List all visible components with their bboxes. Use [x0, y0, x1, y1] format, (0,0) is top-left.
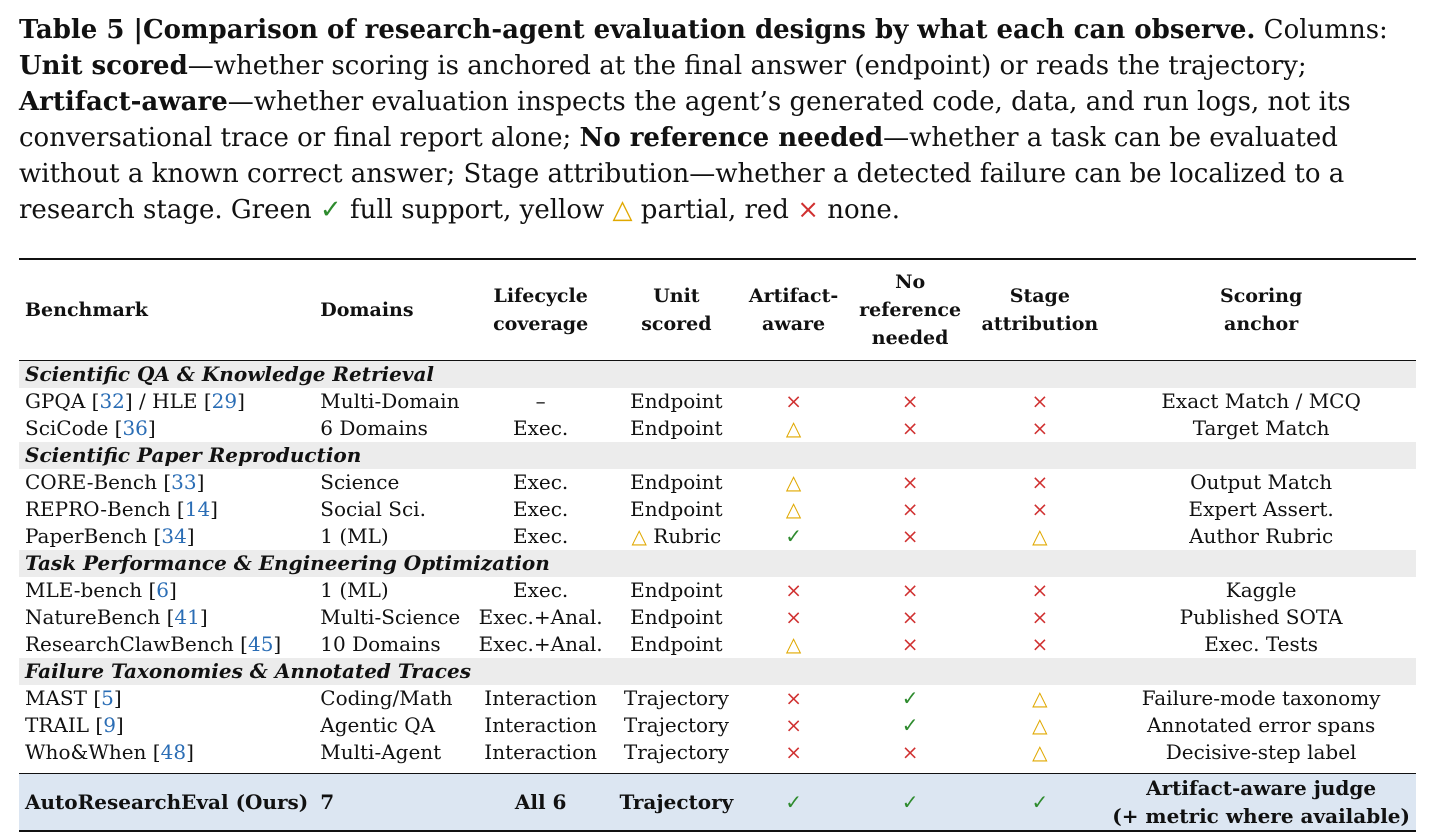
unit-scored-text: Rubric [646, 524, 722, 548]
check-icon: ✓ [319, 195, 342, 225]
unit-scored-cell: Endpoint [630, 578, 723, 602]
benchmark-name-part: ] [186, 740, 194, 764]
table-row [19, 577, 1416, 604]
artifact-cross-icon: × [785, 686, 802, 710]
citation-link[interactable]: 32 [99, 389, 125, 413]
citation-link[interactable]: 29 [211, 389, 238, 413]
benchmark-name: REPRO-Bench [ [25, 497, 185, 521]
spacer-row [19, 766, 1416, 774]
noref-check-icon: ✓ [901, 713, 919, 737]
header-lifecycle: Lifecycle coverage [493, 285, 589, 335]
domains-cell: 6 Domains [320, 416, 428, 440]
benchmark-cell [19, 523, 314, 550]
benchmark-name-part: ] [196, 470, 205, 494]
ours-domains: 7 [314, 774, 469, 832]
group-header-row [19, 442, 1416, 469]
header-unit-scored: Unit scored [641, 285, 712, 335]
scoring-anchor-cell: Output Match [1190, 470, 1333, 494]
unit-scored-cell: Endpoint [630, 416, 723, 440]
domains-cell: 10 Domains [320, 632, 441, 656]
ours-unit: Trajectory [612, 774, 740, 832]
benchmark-name-part: ] [113, 686, 122, 710]
table-row [19, 496, 1416, 523]
header-row [19, 259, 1416, 361]
caption-title: Comparison of research-agent evaluation designs by what each can observe. [142, 15, 1256, 45]
lifecycle-cell: Exec. [513, 524, 569, 548]
scoring-anchor-cell: Annotated error spans [1146, 713, 1376, 737]
header-no-reference: No reference needed [859, 271, 962, 349]
citation-link[interactable]: 48 [160, 740, 187, 764]
caption-def-unit: —whether scoring is anchored at the final answer (endpoint) or reads the trajectory; [187, 51, 1307, 81]
benchmark-name: NatureBench [ [25, 605, 175, 629]
benchmark-name-part: ] [186, 524, 195, 548]
stage-partial-triangle-icon: △ [1032, 524, 1048, 548]
caption-legend-partial: partial, red [632, 195, 798, 225]
table-row [19, 523, 1416, 550]
unit-scored-cell: Endpoint [630, 470, 723, 494]
noref-cross-icon: × [901, 524, 919, 548]
benchmark-cell [19, 739, 314, 766]
noref-cross-icon: × [901, 389, 919, 413]
table-row [19, 415, 1416, 442]
lifecycle-cell: Exec. [513, 578, 569, 602]
group-header-row [19, 361, 1416, 389]
ours-benchmark: AutoResearchEval (Ours) [19, 774, 314, 832]
header-scoring-anchor: Scoring anchor [1219, 285, 1303, 335]
domains-cell: Agentic QA [320, 713, 436, 737]
stage-partial-triangle-icon: △ [1032, 713, 1048, 737]
noref-cross-icon: × [901, 740, 919, 764]
artifact-partial-triangle-icon: △ [785, 632, 802, 656]
unit-scored-cell: Endpoint [630, 497, 723, 521]
table-row [19, 631, 1416, 658]
caption-label: Table 5 | [19, 15, 143, 45]
citation-link[interactable]: 34 [161, 524, 187, 548]
caption-legend-none: none. [819, 195, 901, 225]
table-body [19, 361, 1416, 832]
benchmark-cell [19, 388, 314, 415]
citation-link[interactable]: 9 [103, 713, 116, 737]
noref-cross-icon: × [901, 497, 919, 521]
benchmark-name: Who&When [ [25, 740, 161, 764]
stage-cross-icon: × [1031, 416, 1049, 440]
lifecycle-cell: Exec.+Anal. [478, 605, 603, 629]
partial-triangle-icon: △ [631, 524, 647, 548]
unit-scored-cell: Endpoint [630, 389, 723, 413]
benchmark-cell [19, 469, 314, 496]
lifecycle-cell: Exec. [513, 416, 569, 440]
lifecycle-cell: Exec. [513, 497, 569, 521]
benchmark-name-part: ] [168, 578, 177, 602]
scoring-anchor-cell: Published SOTA [1179, 605, 1343, 629]
lifecycle-cell: Exec.+Anal. [478, 632, 603, 656]
stage-cross-icon: × [1031, 578, 1049, 602]
domains-cell: 1 (ML) [320, 578, 389, 602]
stage-cross-icon: × [1031, 497, 1049, 521]
lifecycle-cell: Exec. [513, 470, 569, 494]
benchmark-name-part: ] [237, 389, 245, 413]
scoring-anchor-cell: Failure-mode taxonomy [1141, 686, 1381, 710]
noref-cross-icon: × [901, 470, 919, 494]
table-row-ours [19, 774, 1416, 832]
benchmark-name-part: ] [115, 713, 124, 737]
lifecycle-cell: Interaction [484, 740, 597, 764]
benchmark-name: MLE-bench [ [25, 578, 157, 602]
caption-def-noref: —whether a task can be evaluated without a known correct answer; Stage attribution—whether a detected failure can be localized to a research stage. Green [19, 123, 1345, 225]
scoring-anchor-cell: Exec. Tests [1204, 632, 1319, 656]
artifact-check-icon: ✓ [785, 524, 802, 548]
citation-link[interactable]: 33 [171, 470, 197, 494]
header-artifact-aware: Artifact- aware [748, 285, 839, 335]
header-benchmark: Benchmark [25, 299, 148, 321]
partial-triangle-icon: △ [612, 195, 633, 225]
artifact-cross-icon: × [785, 713, 802, 737]
benchmark-name: MAST [ [25, 686, 102, 710]
artifact-cross-icon: × [785, 578, 802, 602]
group-header-row [19, 550, 1416, 577]
table-row [19, 739, 1416, 766]
scoring-anchor-cell: Decisive-step label [1165, 740, 1357, 764]
artifact-cross-icon: × [785, 389, 802, 413]
stage-cross-icon: × [1031, 632, 1049, 656]
lifecycle-cell: – [535, 389, 546, 413]
benchmark-name: SciCode [ [25, 416, 123, 440]
caption-def-artifact: —whether evaluation inspects the agent’s generated code, data, and run logs, not its conversational trace or final report alone; [19, 87, 1351, 153]
lifecycle-cell: Interaction [484, 713, 597, 737]
benchmark-name: TRAIL [ [25, 713, 104, 737]
cross-icon: × [797, 195, 819, 225]
caption-term-unit: Unit scored [19, 51, 188, 81]
benchmark-cell [19, 712, 314, 739]
benchmark-name-part: ] [147, 416, 156, 440]
domains-cell: Coding/Math [320, 686, 453, 710]
noref-cross-icon: × [901, 605, 919, 629]
benchmark-name: CORE-Bench [ [25, 470, 172, 494]
scoring-anchor-cell: Target Match [1192, 416, 1330, 440]
noref-check-icon: ✓ [901, 686, 919, 710]
lifecycle-cell: Interaction [484, 686, 597, 710]
caption-legend-full: full support, yellow [341, 195, 613, 225]
scoring-anchor-cell: Expert Assert. [1188, 497, 1334, 521]
group-title: Scientific Paper Reproduction [19, 442, 1416, 469]
benchmark-name: PaperBench [ [25, 524, 162, 548]
citation-link[interactable]: 5 [101, 686, 114, 710]
header-stage-attribution: Stage attribution [981, 285, 1099, 335]
stage-cross-icon: × [1031, 605, 1049, 629]
benchmark-cell [19, 496, 314, 523]
noref-cross-icon: × [901, 578, 919, 602]
citation-link[interactable]: 6 [156, 578, 169, 602]
citation-link[interactable]: 36 [122, 416, 148, 440]
caption-term-noref: No reference needed [579, 123, 884, 153]
unit-scored-cell: Trajectory [623, 713, 729, 737]
table-row [19, 388, 1416, 415]
ours-lifecycle: All 6 [469, 774, 612, 832]
stage-cross-icon: × [1031, 470, 1049, 494]
group-title: Task Performance & Engineering Optimization [19, 550, 1416, 577]
stage-partial-triangle-icon: △ [1032, 740, 1048, 764]
benchmark-name-part: ] [199, 605, 208, 629]
noref-cross-icon: × [901, 632, 919, 656]
domains-cell: 1 (ML) [320, 524, 389, 548]
ours-anchor: Artifact-aware judge (+ metric where available) [1106, 774, 1416, 832]
noref-cross-icon: × [901, 416, 919, 440]
domains-cell: Science [320, 470, 400, 494]
table-row [19, 469, 1416, 496]
header-domains: Domains [320, 299, 414, 321]
comparison-table [19, 258, 1416, 832]
citation-link[interactable]: 45 [247, 632, 274, 656]
artifact-partial-triangle-icon: △ [785, 497, 802, 521]
citation-link[interactable]: 14 [184, 497, 211, 521]
benchmark-cell [19, 415, 314, 442]
table-caption [19, 12, 1424, 228]
benchmark-name-part: ] [210, 497, 218, 521]
benchmark-name-part: ] [273, 632, 282, 656]
comparison-table-container [19, 258, 1416, 832]
artifact-cross-icon: × [785, 605, 802, 629]
domains-cell: Multi-Domain [320, 389, 460, 413]
unit-scored-cell: Endpoint [630, 605, 723, 629]
table-row [19, 604, 1416, 631]
benchmark-name: GPQA [ [25, 389, 100, 413]
ours-stage-check-icon: ✓ [973, 774, 1106, 832]
artifact-partial-triangle-icon: △ [785, 416, 802, 440]
stage-partial-triangle-icon: △ [1032, 686, 1048, 710]
benchmark-cell [19, 604, 314, 631]
unit-scored-cell: Trajectory [623, 740, 729, 764]
group-title: Scientific QA & Knowledge Retrieval [19, 361, 1416, 389]
spacer-cell [19, 766, 1416, 774]
artifact-partial-triangle-icon: △ [785, 470, 802, 494]
benchmark-cell [19, 685, 314, 712]
scoring-anchor-cell: Author Rubric [1189, 524, 1334, 548]
benchmark-name: ResearchClawBench [ [25, 632, 248, 656]
benchmark-cell [19, 631, 314, 658]
caption-intro: Columns: [1255, 15, 1388, 45]
unit-scored-cell: Endpoint [630, 632, 723, 656]
domains-cell: Multi-Science [320, 605, 461, 629]
table-row [19, 712, 1416, 739]
stage-cross-icon: × [1031, 389, 1049, 413]
group-title: Failure Taxonomies & Annotated Traces [19, 658, 1416, 685]
benchmark-name-part: ] / HLE [ [124, 389, 212, 413]
domains-cell: Social Sci. [320, 497, 426, 521]
ours-artifact-check-icon: ✓ [740, 774, 846, 832]
unit-scored-cell: Trajectory [623, 686, 729, 710]
unit-scored-cell [612, 523, 740, 550]
group-header-row [19, 658, 1416, 685]
scoring-anchor-cell: Kaggle [1225, 578, 1297, 602]
table-header [19, 259, 1416, 361]
ours-noref-check-icon: ✓ [847, 774, 974, 832]
table-row [19, 685, 1416, 712]
artifact-cross-icon: × [785, 740, 802, 764]
citation-link[interactable]: 41 [174, 605, 200, 629]
benchmark-cell [19, 577, 314, 604]
scoring-anchor-cell: Exact Match / MCQ [1161, 389, 1361, 413]
caption-term-artifact: Artifact-aware [19, 87, 228, 117]
domains-cell: Multi-Agent [320, 740, 442, 764]
